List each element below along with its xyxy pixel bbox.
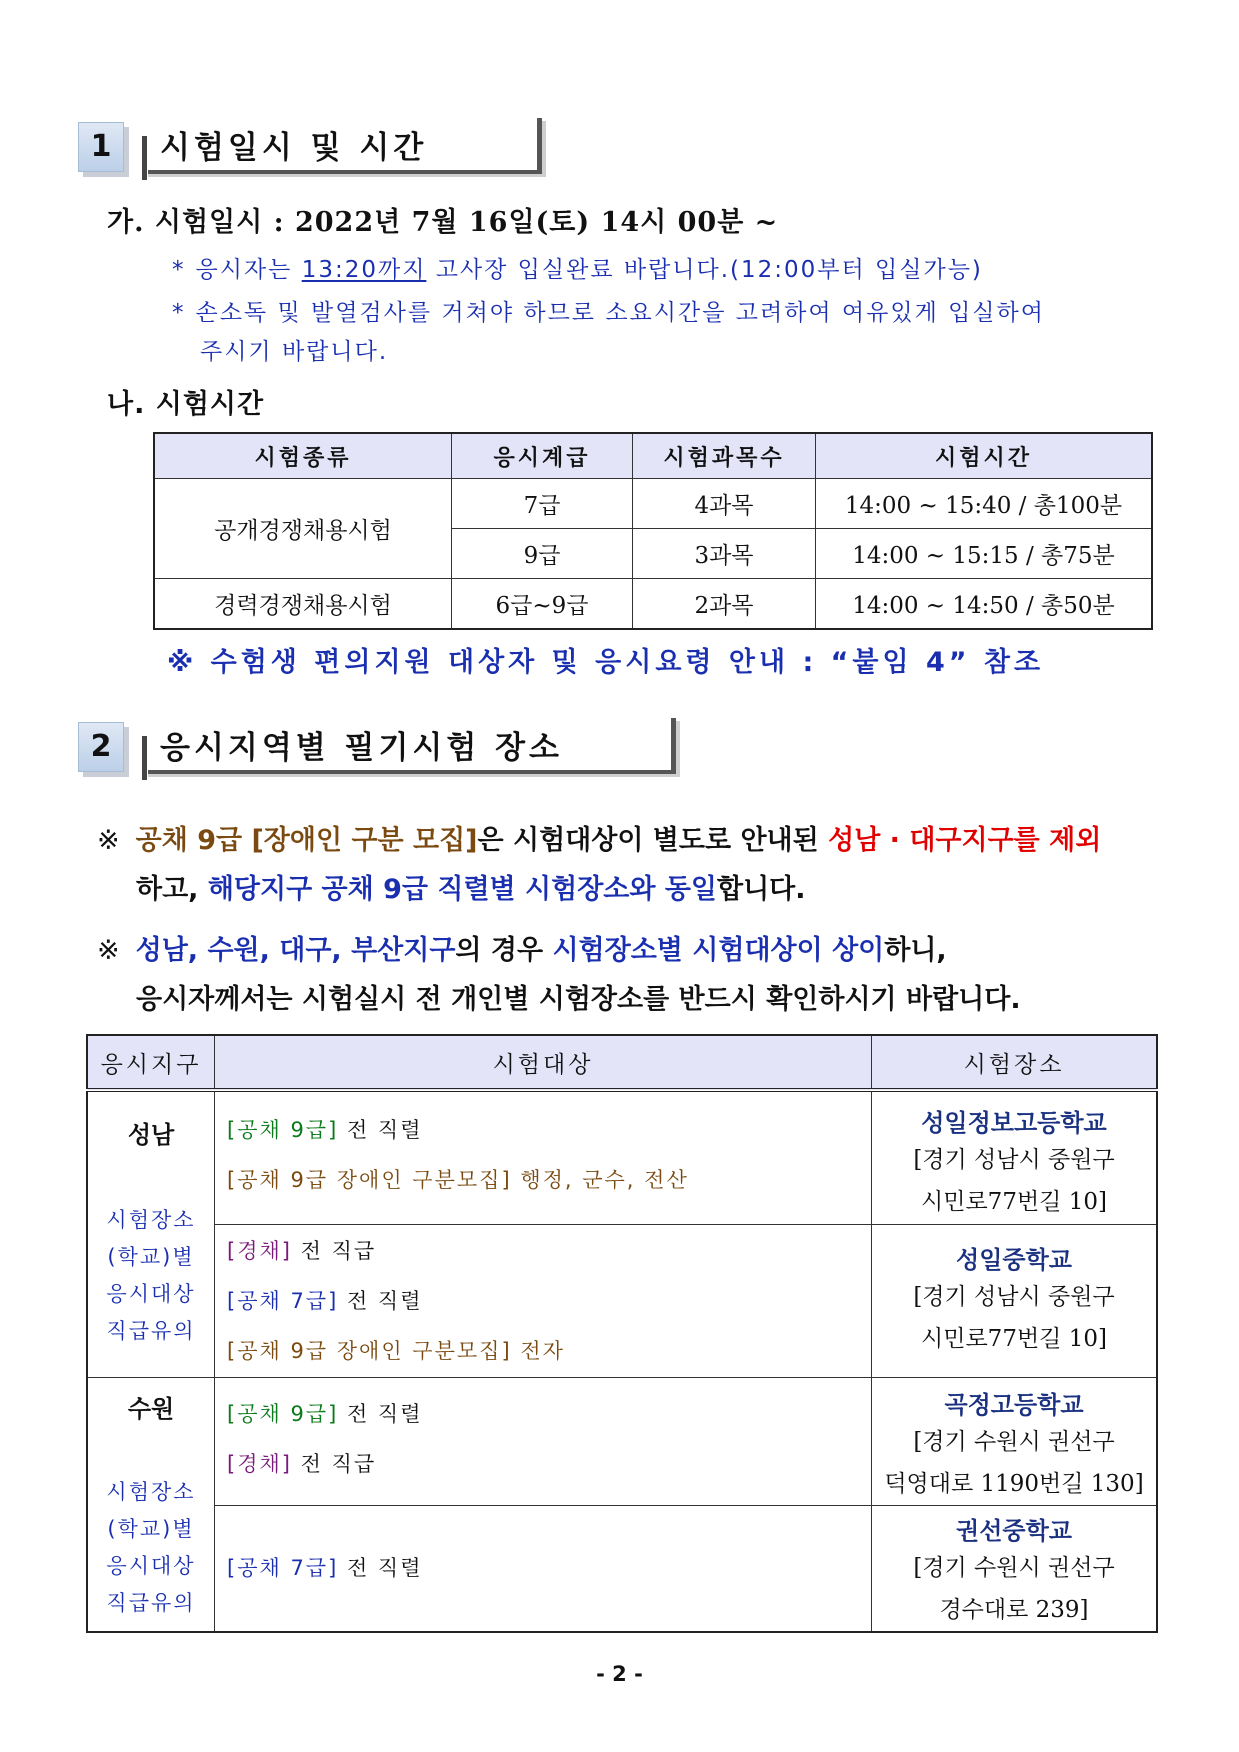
note-text: 고사장 입실완료 바랍니다.(12:00부터 입실가능) [426, 257, 983, 283]
grade-cell: 6급~9급 [452, 579, 633, 630]
notice-2-line-2: 응시자께서는 시험실시 전 개인별 시험장소를 반드시 확인하시기 바랍니다. [136, 984, 1021, 1015]
target-tag: [공채 7급] [227, 1556, 339, 1580]
star-icon: * [172, 257, 186, 283]
target-text: 전 직렬 [338, 1118, 423, 1142]
target-cell [215, 1090, 872, 1224]
notice-1-line-2 [136, 867, 806, 906]
place-name: 성일정보고등학교 [921, 1109, 1107, 1137]
target-cell [215, 1505, 872, 1632]
section-header-1 [78, 118, 478, 186]
grade-cell: 7급 [452, 479, 633, 529]
target-text: 전자 [511, 1338, 565, 1363]
exam-location-table [86, 1034, 1158, 1633]
table-header-row [87, 1035, 1157, 1090]
target-text: 전 직렬 [338, 1556, 423, 1580]
subjects-cell: 2과목 [633, 579, 816, 630]
notice-mark: ※ [97, 825, 120, 856]
note-sanitize-cont: 주시기 바랍니다. [200, 339, 389, 365]
place-cell [872, 1505, 1158, 1632]
place-address: 시민로77번길 10] [921, 1189, 1107, 1215]
section-title: 응시지역별 필기시험 장소 [160, 730, 563, 766]
grade-cell: 9급 [452, 529, 633, 579]
note-text: 응시자는 [195, 257, 302, 283]
notice-text: 하니, [884, 935, 947, 966]
table-row [154, 479, 1152, 529]
table-row [87, 1090, 1157, 1224]
place-address: 시민로77번길 10] [921, 1325, 1107, 1352]
table-header: 시험종류 [154, 433, 452, 479]
notice-highlight: 공채 9급 [장애인 구분 모집] [135, 825, 478, 856]
note-sanitize [172, 294, 1045, 327]
place-address: [경기 성남시 중원구 [913, 1283, 1115, 1310]
table-row [87, 1505, 1157, 1632]
region-note: (학교)별 [107, 1516, 195, 1541]
region-cell [87, 1377, 215, 1632]
region-name: 성남 [127, 1121, 175, 1149]
exam-date-line [107, 200, 778, 239]
notice-1-line-1 [97, 818, 1101, 857]
target-row [227, 1389, 870, 1439]
target-row [227, 1276, 870, 1326]
target-tag: [공채 9급 장애인 구분모집] [227, 1168, 512, 1192]
region-note: 응시대상 [106, 1553, 196, 1578]
note-underlined: 13:20까지 [301, 257, 427, 283]
place-address: 경수대로 239] [939, 1596, 1089, 1623]
place-address: [경기 수원시 권선구 [913, 1554, 1115, 1581]
place-address: 덕영대로 1190번길 130] [884, 1470, 1144, 1497]
section-underline [148, 770, 676, 774]
notice-highlight: 해당지구 공채 9급 직렬별 시험장소와 동일 [207, 874, 718, 905]
table-header: 응시계급 [452, 433, 633, 479]
place-cell [872, 1090, 1158, 1224]
target-text: 전 직렬 [338, 1288, 423, 1313]
target-row [227, 1105, 870, 1155]
region-note: 시험장소 [106, 1479, 196, 1504]
target-text: 전 직렬 [338, 1401, 423, 1426]
section-bar [142, 736, 147, 780]
table-row [154, 579, 1152, 630]
target-tag: [경채] [227, 1238, 292, 1263]
table-row [87, 1224, 1157, 1377]
table-header: 시험대상 [215, 1035, 872, 1090]
place-name: 권선중학교 [956, 1516, 1072, 1545]
region-note: (학교)별 [107, 1245, 195, 1269]
table-row [87, 1377, 1157, 1505]
place-cell [872, 1224, 1158, 1377]
section-endbar [537, 118, 542, 174]
target-tag: [공채 9급] [227, 1118, 339, 1142]
notice-highlight: 시험장소별 시험대상이 상이 [552, 935, 885, 966]
exam-type-cell: 경력경쟁채용시험 [154, 579, 452, 630]
target-tag: [경채] [227, 1451, 292, 1476]
target-row [227, 1226, 870, 1276]
exam-type-cell: 공개경쟁채용시험 [154, 479, 452, 579]
notice-text: 은 시험대상이 별도로 안내된 [477, 825, 829, 856]
place-cell [872, 1377, 1158, 1505]
section-underline [148, 170, 542, 174]
table-header: 시험장소 [872, 1035, 1158, 1090]
star-icon: * [172, 300, 186, 326]
table-header: 응시지구 [87, 1035, 215, 1090]
table-header-row [154, 433, 1152, 479]
target-tag: [공채 7급] [227, 1288, 339, 1313]
note-arrival [172, 251, 983, 284]
target-row [227, 1155, 870, 1205]
section-number: 2 [78, 722, 124, 772]
region-cell [87, 1090, 215, 1377]
target-cell [215, 1224, 872, 1377]
notice-text: 합니다. [717, 874, 806, 905]
notice-mark: ※ [97, 935, 120, 966]
table-header: 시험시간 [816, 433, 1153, 479]
exam-date-value: 2022년 7월 16일(토) 14시 00분 ~ [294, 207, 779, 238]
target-cell [215, 1377, 872, 1505]
region-note: 직급유의 [106, 1319, 196, 1343]
region-note: 직급유의 [106, 1590, 196, 1615]
reference-note: ※ 수험생 편의지원 대상자 및 응시요령 안내 : “붙임 4” 참조 [167, 647, 1045, 678]
target-text: 행정, 군수, 전산 [511, 1168, 689, 1192]
section-bar [142, 136, 147, 180]
notice-text: 의 경우 [455, 935, 553, 966]
region-name: 수원 [127, 1394, 175, 1423]
exam-time-label: 나. 시험시간 [107, 389, 265, 420]
place-address: [경기 수원시 권선구 [913, 1428, 1115, 1455]
notice-text: 하고, [136, 874, 208, 905]
subjects-cell: 3과목 [633, 529, 816, 579]
time-cell: 14:00 ~ 14:50 / 총50분 [816, 579, 1153, 630]
notice-2-line-1 [97, 928, 947, 967]
subjects-cell: 4과목 [633, 479, 816, 529]
target-tag: [공채 9급 장애인 구분모집] [227, 1338, 512, 1363]
target-row [227, 1543, 870, 1593]
target-text: 전 직급 [291, 1238, 377, 1263]
notice-highlight: 성남, 수원, 대구, 부산지구 [135, 935, 456, 966]
section-endbar [671, 718, 676, 774]
page-number: - 2 - [596, 1662, 643, 1686]
target-text: 전 직급 [291, 1451, 377, 1476]
table-header: 시험과목수 [633, 433, 816, 479]
section-header-2 [78, 718, 638, 786]
place-name: 곡정고등학교 [944, 1390, 1084, 1419]
target-tag: [공채 9급] [227, 1401, 339, 1426]
target-row [227, 1439, 870, 1489]
note-text: 손소독 및 발열검사를 거쳐야 하므로 소요시간을 고려하여 여유있게 입실하여 [195, 300, 1045, 326]
section-number: 1 [78, 122, 124, 172]
notice-highlight: 성남 · 대구지구를 제외 [828, 825, 1102, 856]
region-note: 응시대상 [106, 1282, 196, 1306]
place-address: [경기 성남시 중원구 [913, 1147, 1115, 1173]
exam-time-table [153, 432, 1153, 630]
place-name: 성일중학교 [956, 1245, 1072, 1274]
time-cell: 14:00 ~ 15:15 / 총75분 [816, 529, 1153, 579]
section-title: 시험일시 및 시간 [160, 130, 428, 166]
target-row [227, 1326, 870, 1376]
time-cell: 14:00 ~ 15:40 / 총100분 [816, 479, 1153, 529]
exam-date-label: 가. 시험일시 : [107, 207, 285, 238]
region-note: 시험장소 [106, 1208, 196, 1232]
